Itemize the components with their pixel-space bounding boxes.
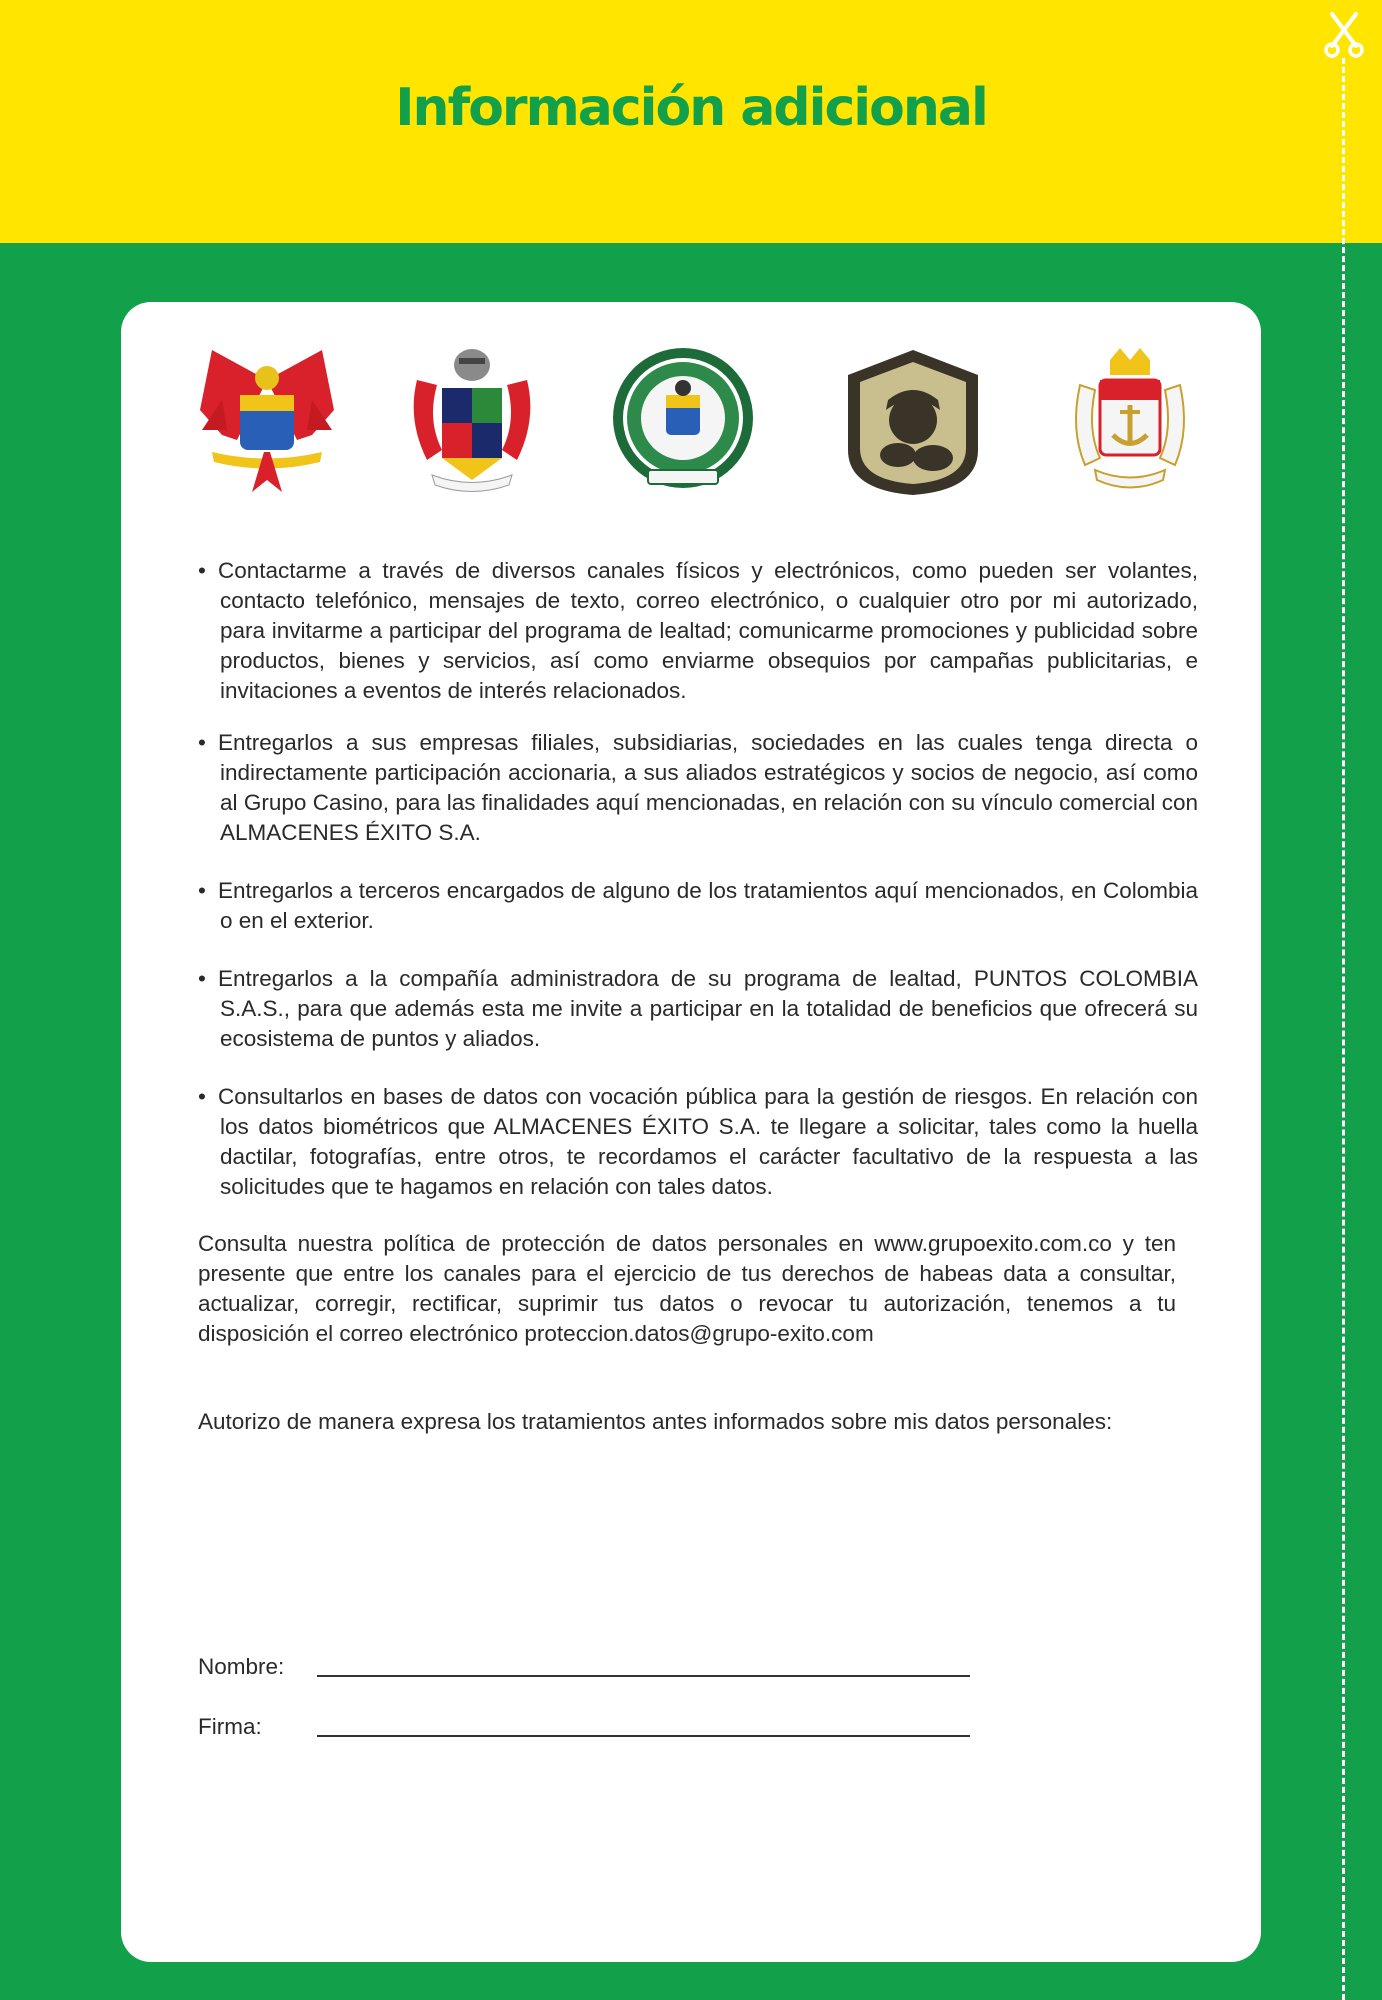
- bullet-marker: •: [198, 1084, 206, 1109]
- coat-of-arms-anchor-icon: [1055, 340, 1205, 500]
- list-item-text: Entregarlos a terceros encargados de alguno de los tratamientos aquí mencionados, en Colombia o en el exterior.: [218, 878, 1198, 933]
- list-item: [198, 876, 1198, 936]
- privacy-policy-paragraph: Consulta nuestra política de protección de datos personales en www.grupoexito.com.co y ten presente que entre los canales para el ejercicio de tus derechos de habeas data a consultar, actualizar, corregir, rectificar, suprimir tus datos o revocar tu autorización, tenemos a tu disposición el correo electrónico proteccion.datos@grupo-exito.com: [198, 1231, 1176, 1346]
- list-item: [198, 1082, 1198, 1202]
- name-field-line[interactable]: [317, 1675, 970, 1677]
- coat-of-arms-helmet-icon: [397, 340, 547, 500]
- bullet-marker: •: [198, 558, 206, 583]
- signature-field-line[interactable]: [317, 1735, 970, 1737]
- police-seal-icon: [608, 340, 758, 500]
- page-title: Información adicional: [395, 78, 987, 138]
- list-item-text: Entregarlos a la compañía administradora de su programa de lealtad, PUNTOS COLOMBIA S.A.S., para que además esta me invite a participar en la totalidad de beneficios que ofrecerá su ecosistema de puntos y aliados.: [218, 966, 1198, 1051]
- list-item: [198, 556, 1198, 706]
- scissors-icon: [1322, 10, 1366, 58]
- authorization-statement: Autorizo de manera expresa los tratamientos antes informados sobre mis datos personales:: [198, 1409, 1113, 1434]
- list-item-text: Consultarlos en bases de datos con vocación pública para la gestión de riesgos. En relación con los datos biométricos que ALMACENES ÉXITO S.A. te llegare a solicitar, tales como la huella dactilar, fotografías, entre otros, te recordamos el carácter facultativo de la respuesta a las solicitudes que te hagamos en relación con tales datos.: [218, 1084, 1198, 1199]
- bullet-marker: •: [198, 730, 206, 755]
- bullet-marker: •: [198, 878, 206, 903]
- bullet-marker: •: [198, 966, 206, 991]
- soldier-badge-icon: [838, 340, 988, 500]
- list-item-text: Contactarme a través de diversos canales físicos y electrónicos, como pueden ser volantes, contacto telefónico, mensajes de texto, correo electrónico, o cualquier otro por mi autorizado, para invitarme a participar del programa de lealtad; comunicarme promociones y publicidad sobre productos, bienes y servicios, así como enviarme obsequios por campañas publicitarias, e invitaciones a eventos de interés relacionados.: [218, 558, 1198, 703]
- signature-field-label: Firma:: [198, 1714, 262, 1739]
- list-item-text: Entregarlos a sus empresas filiales, subsidiarias, sociedades en las cuales tenga directa o indirectamente participación accionaria, a sus aliados estratégicos y socios de negocio, así como al Grupo Casino, para las finalidades aquí mencionadas, en relación con su vínculo comercial con ALMACENES ÉXITO S.A.: [218, 730, 1198, 845]
- cut-guide-line: [1342, 58, 1345, 2000]
- list-item: [198, 964, 1198, 1054]
- coat-of-arms-eagle-icon: [192, 340, 342, 500]
- list-item: [198, 728, 1198, 848]
- name-field-label: Nombre:: [198, 1654, 285, 1679]
